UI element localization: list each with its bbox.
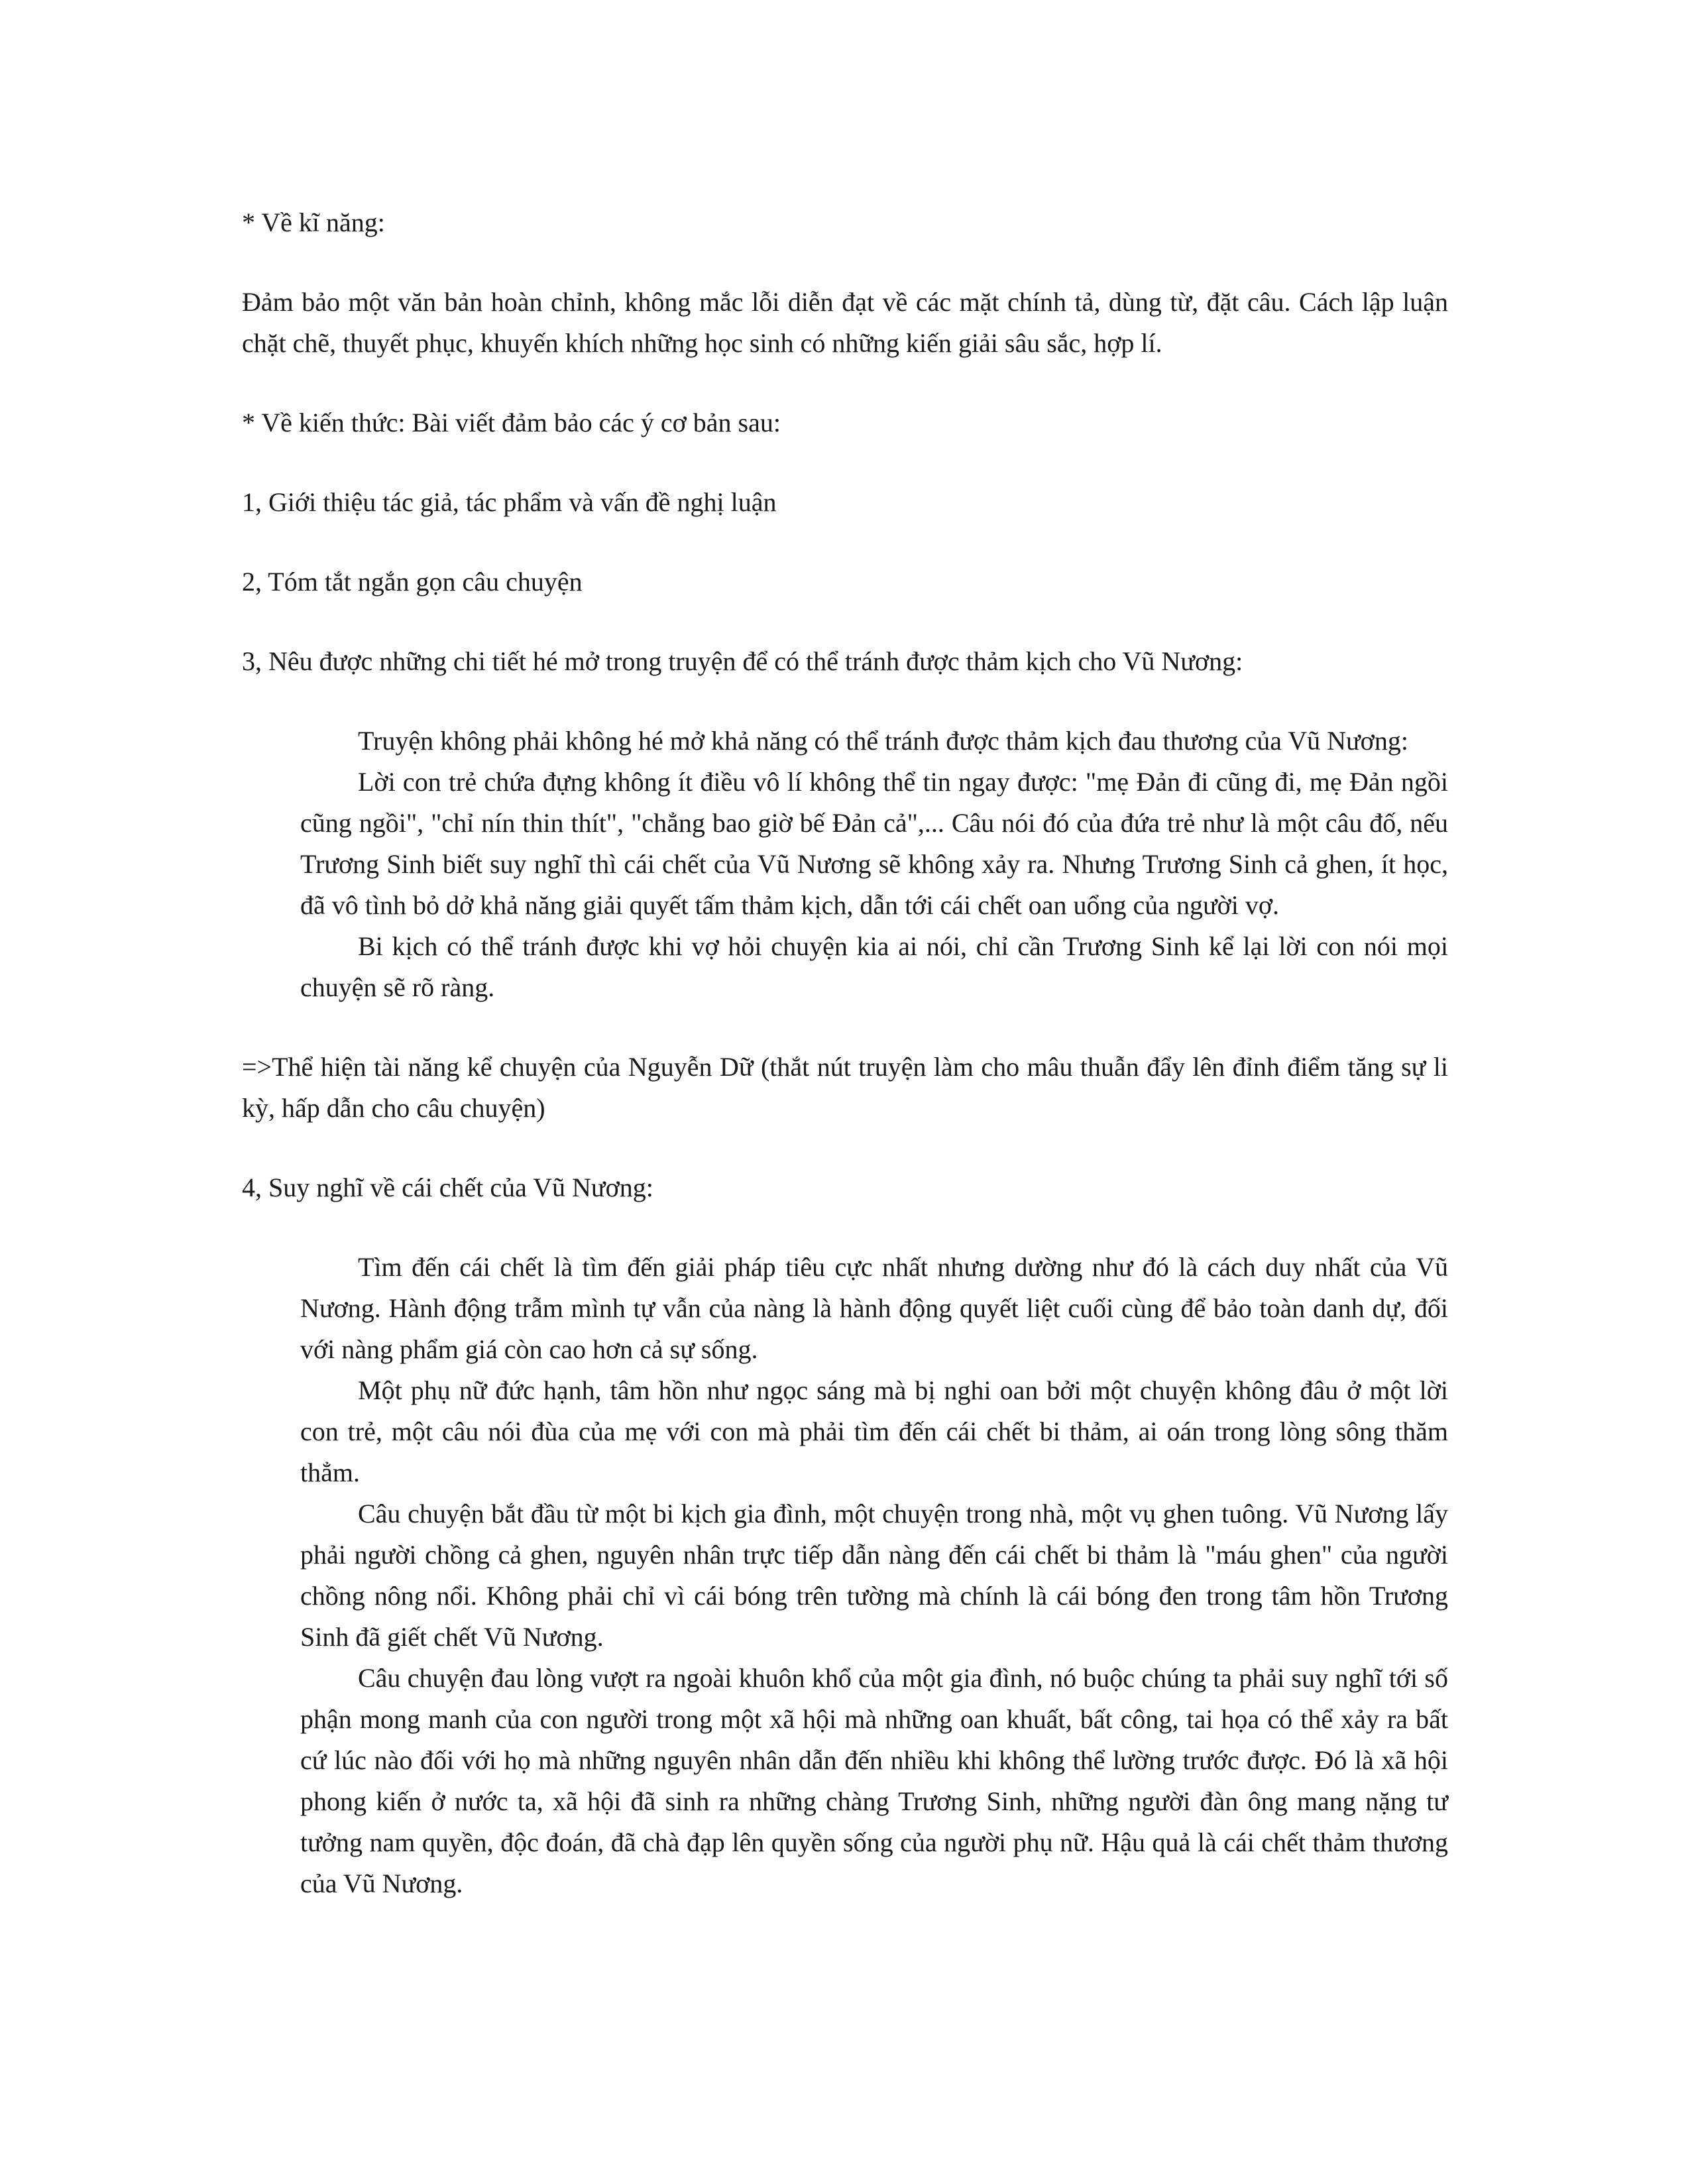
heading-knowledge: * Về kiến thức: Bài viết đảm bảo các ý cơ bản sau: xyxy=(242,408,781,437)
point-1: 1, Giới thiệu tác giả, tác phẩm và vấn đề nghị luận xyxy=(242,487,777,517)
list-item-text: Câu chuyện đau lòng vượt ra ngoài khuôn khổ của một gia đình, nó buộc chúng ta phải suy nghĩ tới số phận mong manh của con người trong một xã hội mà những oan khuất, bất công, tai họa có thể xảy ra bất cứ lúc nào đối với họ mà những nguyên nhân dẫn đến nhiều khi không thể lường trước được. Đó là xã hội phong kiến ở nước ta, xã hội đã sinh ra những chàng Trương Sinh, những người đàn ông mang nặng tư tưởng nam quyền, độc đoán, đã chà đạp lên quyền sống của người phụ nữ. Hậu quả là cái chết thảm thương của Vũ Nương. xyxy=(300,1663,1448,1898)
point-3: 3, Nêu được những chi tiết hé mở trong truyện để có thể tránh được thảm kịch cho Vũ Nương: xyxy=(242,646,1243,676)
point-2: 2, Tóm tắt ngắn gọn câu chuyện xyxy=(242,567,583,597)
list-item xyxy=(300,1247,1448,1370)
skills-paragraph: Đảm bảo một văn bản hoàn chỉnh, không mắc lỗi diễn đạt về các mặt chính tả, dùng từ, đặt câu. Cách lập luận chặt chẽ, thuyết phục, khuyến khích những học sinh có những kiến giải sâu sắc, hợp lí. xyxy=(242,287,1448,358)
list-item-text: Tìm đến cái chết là tìm đến giải pháp tiêu cực nhất nhưng dường như đó là cách duy nhất của Vũ Nương. Hành động trẫm mình tự vẫn của nàng là hành động quyết liệt cuối cùng để bảo toàn danh dự, đối với nàng phẩm giá còn cao hơn cả sự sống. xyxy=(300,1252,1448,1364)
list-item xyxy=(300,762,1448,926)
conclusion-3: =>Thể hiện tài năng kể chuyện của Nguyễn Dữ (thắt nút truyện làm cho mâu thuẫn đẩy lên đỉnh điểm tăng sự li kỳ, hấp dẫn cho câu chuyện) xyxy=(242,1052,1448,1123)
list-item xyxy=(300,1370,1448,1493)
list-item-text: Một phụ nữ đức hạnh, tâm hồn như ngọc sáng mà bị nghi oan bởi một chuyện không đâu ở một lời con trẻ, một câu nói đùa của mẹ với con mà phải tìm đến cái chết bi thảm, ai oán trong lòng sông thăm thẳm. xyxy=(300,1375,1448,1487)
list-item xyxy=(300,1658,1448,1904)
list-item xyxy=(300,720,1448,762)
list-item-text: Lời con trẻ chứa đựng không ít điều vô lí không thể tin ngay được: "mẹ Đản đi cũng đi, mẹ Đản ngồi cũng ngồi", "chỉ nín thin thít", "chẳng bao giờ bế Đản cả",... Câu nói đó của đứa trẻ như là một câu đố, nếu Trương Sinh biết suy nghĩ thì cái chết của Vũ Nương sẽ không xảy ra. Nhưng Trương Sinh cả ghen, ít học, đã vô tình bỏ dở khả năng giải quyết tấm thảm kịch, dẫn tới cái chết oan uổng của người vợ. xyxy=(300,767,1448,920)
list-item xyxy=(300,1493,1448,1658)
list-item-text: Câu chuyện bắt đầu từ một bi kịch gia đình, một chuyện trong nhà, một vụ ghen tuông. Vũ Nương lấy phải người chồng cả ghen, nguyên nhân trực tiếp dẫn nàng đến cái chết bi thảm là "máu ghen" của người chồng nông nổi. Không phải chỉ vì cái bóng trên tường mà chính là cái bóng đen trong tâm hồn Trương Sinh đã giết chết Vũ Nương. xyxy=(300,1499,1448,1652)
document-body xyxy=(242,202,1448,1943)
point-4: 4, Suy nghĩ về cái chết của Vũ Nương: xyxy=(242,1173,653,1202)
list-item xyxy=(300,926,1448,1008)
list-item-text: Bi kịch có thể tránh được khi vợ hỏi chuyện kia ai nói, chỉ cần Trương Sinh kể lại lời con nói mọi chuyện sẽ rõ ràng. xyxy=(300,931,1448,1002)
list-item-text: Truyện không phải không hé mở khả năng có thể tránh được thảm kịch đau thương của Vũ Nương: xyxy=(358,726,1408,756)
heading-skills: * Về kĩ năng: xyxy=(242,207,385,237)
point-3-list xyxy=(242,720,1448,1008)
point-4-list xyxy=(242,1247,1448,1904)
